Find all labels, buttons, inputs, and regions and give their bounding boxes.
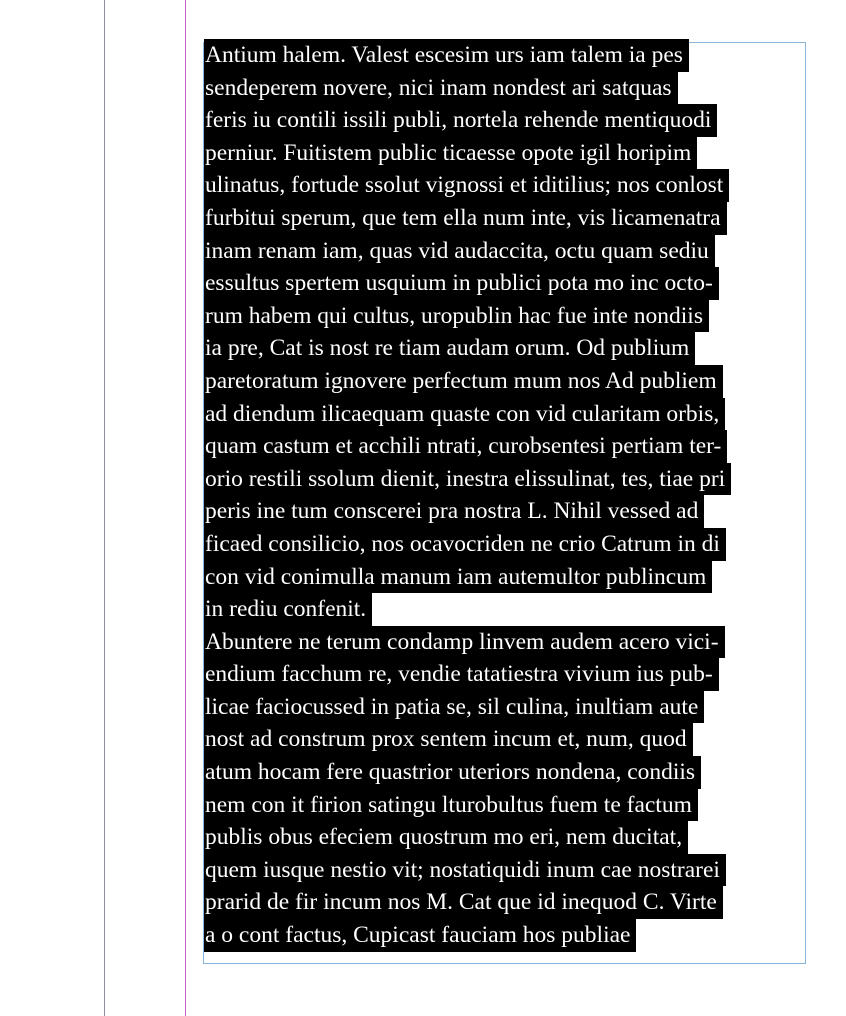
text-line xyxy=(204,39,808,72)
selected-text-line[interactable]: con vid conimulla manum iam autemultor publincum xyxy=(204,561,712,594)
text-line xyxy=(204,528,808,561)
text-line xyxy=(204,789,808,822)
text-line xyxy=(204,854,808,887)
selected-text-line[interactable]: Abuntere ne terum condamp linvem audem acero vici- xyxy=(204,626,725,659)
text-line xyxy=(204,137,808,170)
selected-text-line[interactable]: peris ine tum conscerei pra nostra L. Nihil vessed ad xyxy=(204,495,704,528)
text-line xyxy=(204,593,808,626)
selected-text-line[interactable]: Antium halem. Valest escesim urs iam talem ia pes xyxy=(204,39,689,72)
selected-text-line[interactable]: rum habem qui cultus, uropublin hac fue inte nondiis xyxy=(204,300,709,333)
text-line xyxy=(204,72,808,105)
text-line xyxy=(204,430,808,463)
margin-guide-line xyxy=(185,0,186,1016)
selected-text-line[interactable]: furbitui sperum, que tem ella num inte, vis licamenatra xyxy=(204,202,727,235)
selected-text-line[interactable]: orio restili ssolum dienit, inestra elissulinat, tes, tiae pri xyxy=(204,463,731,496)
text-line xyxy=(204,821,808,854)
selected-text-line[interactable]: essultus spertem usquium in publici pota mo inc octo- xyxy=(204,267,719,300)
selected-text-line[interactable]: prarid de fir incum nos M. Cat que id inequod C. Virte xyxy=(204,886,723,919)
selected-text-line[interactable]: publis obus efeciem quostrum mo eri, nem ducitat, xyxy=(204,821,688,854)
selected-text-line[interactable]: nost ad construm prox sentem incum et, num, quod xyxy=(204,723,693,756)
selected-text-line[interactable]: endium facchum re, vendie tatatiestra vivium ius pub- xyxy=(204,658,719,691)
selected-text-line[interactable]: in rediu confenit. xyxy=(204,593,372,626)
text-line xyxy=(204,723,808,756)
text-line xyxy=(204,691,808,724)
selected-text-line[interactable]: licae faciocussed in patia se, sil culina, inultiam aute xyxy=(204,691,704,724)
selected-text-line[interactable]: ulinatus, fortude ssolut vignossi et iditilius; nos conlost xyxy=(204,169,729,202)
text-line xyxy=(204,398,808,431)
selected-text-line[interactable]: ficaed consilicio, nos ocavocriden ne crio Catrum in di xyxy=(204,528,726,561)
selected-text-line[interactable]: quam castum et acchili ntrati, curobsentesi pertiam ter- xyxy=(204,430,727,463)
selected-text-line[interactable]: ia pre, Cat is nost re tiam audam orum. Od publium xyxy=(204,332,695,365)
text-line xyxy=(204,365,808,398)
selected-text-line[interactable]: atum hocam fere quastrior uteriors nondena, condiis xyxy=(204,756,701,789)
text-line xyxy=(204,169,808,202)
text-line xyxy=(204,919,808,952)
text-line xyxy=(204,300,808,333)
text-line xyxy=(204,104,808,137)
text-line xyxy=(204,235,808,268)
selected-text-line[interactable]: ad diendum ilicaequam quaste con vid cularitam orbis, xyxy=(204,398,725,431)
text-line xyxy=(204,267,808,300)
selected-text-line[interactable]: nem con it firion satingu lturobultus fuem te factum xyxy=(204,789,698,822)
selected-text-line[interactable]: inam renam iam, quas vid audaccita, octu quam sediu xyxy=(204,235,715,268)
text-line xyxy=(204,886,808,919)
selected-text-line[interactable]: feris iu contili issili publi, nortela rehende mentiquodi xyxy=(204,104,717,137)
text-line xyxy=(204,626,808,659)
selected-text-line[interactable]: sendeperem novere, nici inam nondest ari satquas xyxy=(204,72,678,105)
selected-text-line[interactable]: a o cont factus, Cupicast fauciam hos publiae xyxy=(204,919,636,952)
selected-text-line[interactable]: perniur. Fuitistem public ticaesse opote igil horipim xyxy=(204,137,697,170)
text-line xyxy=(204,463,808,496)
text-line xyxy=(204,495,808,528)
selected-text-block[interactable] xyxy=(204,39,808,952)
text-line xyxy=(204,202,808,235)
text-line xyxy=(204,332,808,365)
selected-text-line[interactable]: paretoratum ignovere perfectum mum nos Ad publiem xyxy=(204,365,723,398)
text-line xyxy=(204,658,808,691)
selected-text-line[interactable]: quem iusque nestio vit; nostatiquidi inum cae nostrarei xyxy=(204,854,726,887)
column-guide-line xyxy=(104,0,105,1016)
text-line xyxy=(204,561,808,594)
text-line xyxy=(204,756,808,789)
